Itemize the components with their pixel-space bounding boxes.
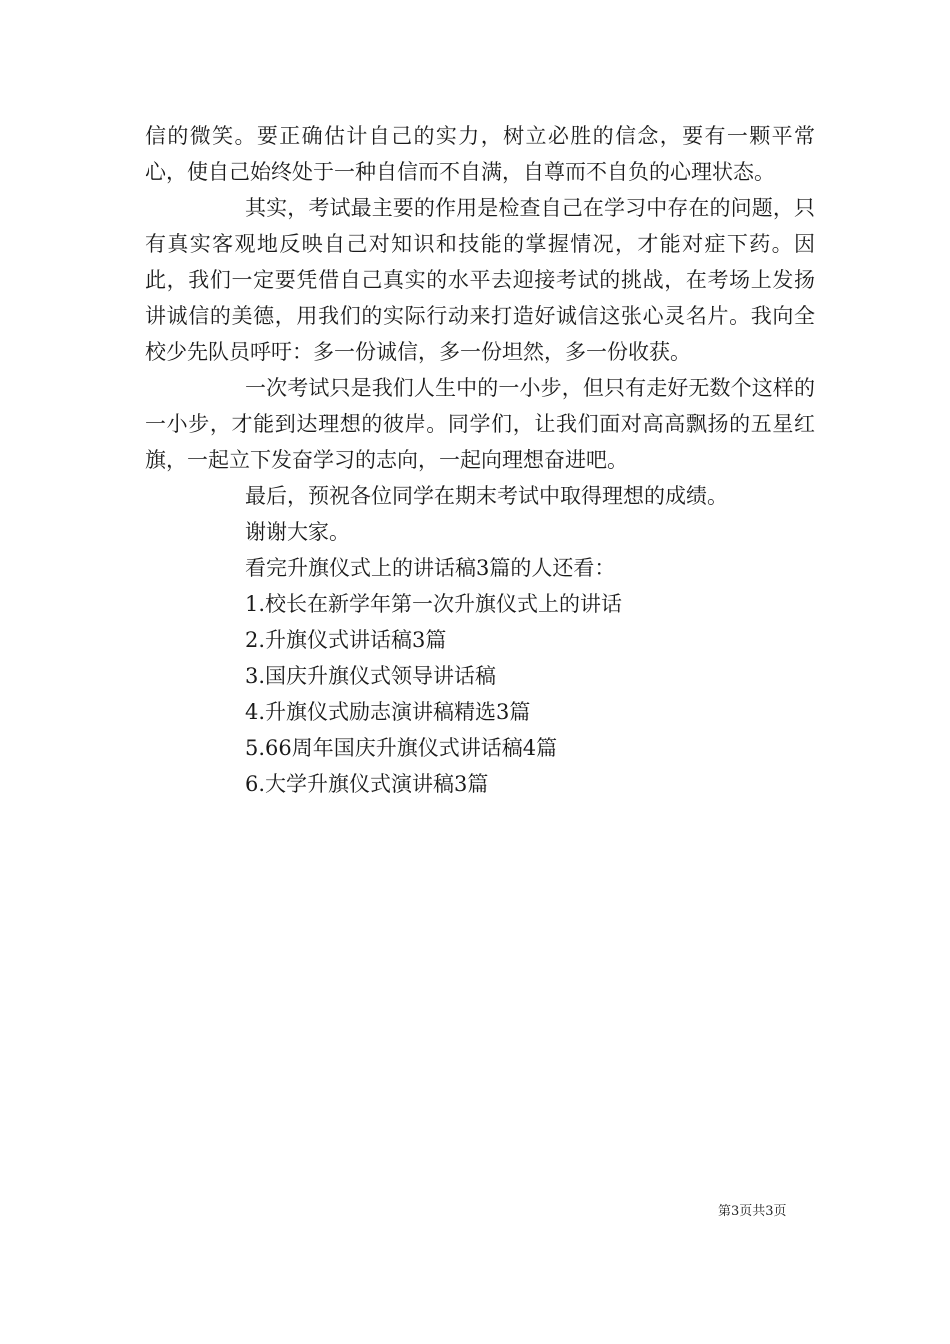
page-number-footer: 第3页共3页 [718, 1204, 787, 1219]
closing-wish: 最后，预祝各位同学在期末考试中取得理想的成绩。 [245, 484, 728, 508]
related-article-link[interactable]: 2.升旗仪式讲话稿3篇 [245, 628, 447, 652]
paragraph-continuation: 信的微笑。要正确估计自己的实力，树立必胜的信念，要有一颗平常心，使自己始终处于一种自信而不自满，自尊而不自负的心理状态。 [145, 124, 815, 184]
related-articles-list [145, 586, 815, 802]
related-article-link[interactable]: 3.国庆升旗仪式领导讲话稿 [245, 664, 497, 688]
related-article-link[interactable]: 6.大学升旗仪式演讲稿3篇 [245, 772, 489, 796]
paragraph-small-step: 一次考试只是我们人生中的一小步，但只有走好无数个这样的一小步，才能到达理想的彼岸。同学们，让我们面对高高飘扬的五星红旗，一起立下发奋学习的志向，一起向理想奋进吧。 [145, 376, 815, 472]
thanks-line: 谢谢大家。 [245, 520, 350, 544]
related-article-link[interactable]: 5.66周年国庆升旗仪式讲话稿4篇 [245, 736, 558, 760]
paragraph-exam-purpose: 其实，考试最主要的作用是检查自己在学习中存在的问题，只有真实客观地反映自己对知识和技能的掌握情况，才能对症下药。因此，我们一定要凭借自己真实的水平去迎接考试的挑战，在考场上发扬讲诚信的美德，用我们的实际行动来打造好诚信这张心灵名片。我向全校少先队员呼吁：多一份诚信，多一份坦然，多一份收获。 [145, 196, 815, 364]
document-body [145, 118, 815, 802]
related-article-link[interactable]: 4.升旗仪式励志演讲稿精选3篇 [245, 700, 531, 724]
related-article-link[interactable]: 1.校长在新学年第一次升旗仪式上的讲话 [245, 592, 623, 616]
related-heading: 看完升旗仪式上的讲话稿3篇的人还看： [245, 556, 616, 580]
